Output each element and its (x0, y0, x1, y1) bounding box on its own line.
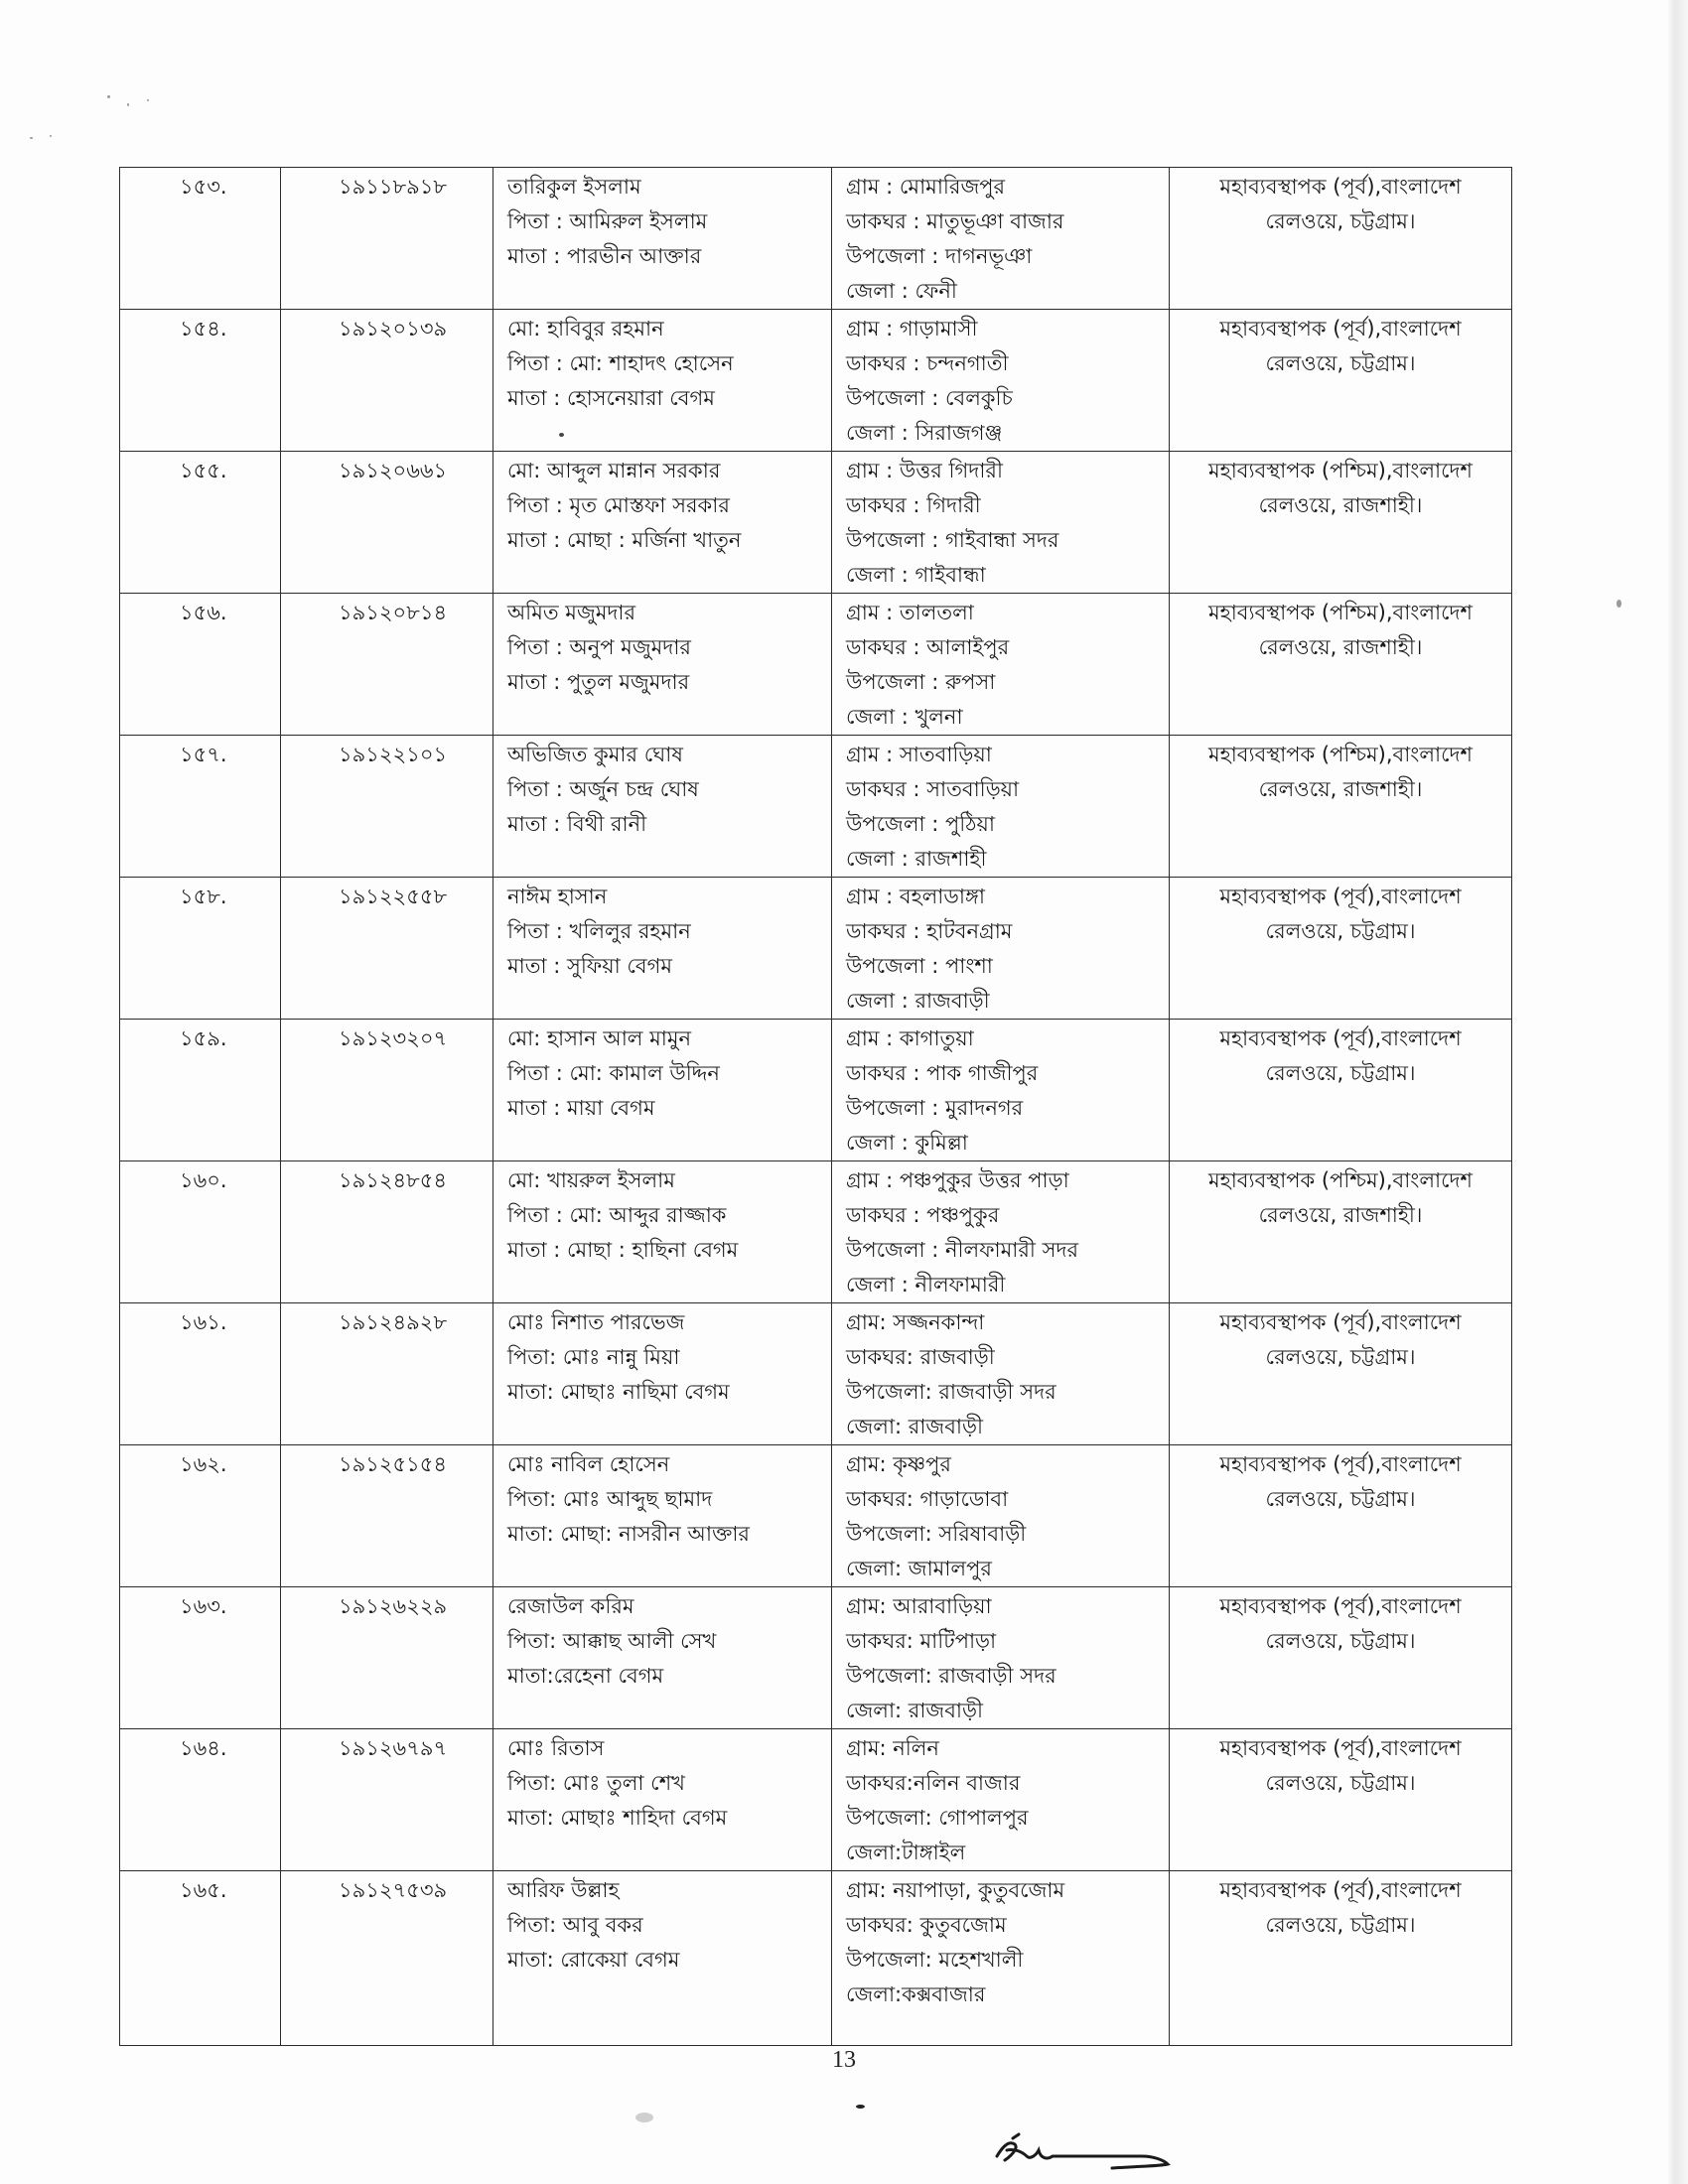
address-cell (832, 1729, 1170, 1871)
post-office-text: ডাকঘর: গাড়াডোবা (846, 1487, 1009, 1511)
scan-speck (30, 137, 33, 139)
address-cell (832, 310, 1170, 452)
roll-text: ১৯১২২৫৫৮ (339, 885, 448, 908)
posting-line2-text: রেলওয়ে, চট্টগ্রাম। (1265, 919, 1416, 943)
serial-cell (120, 1303, 281, 1445)
table-row (120, 1161, 1512, 1303)
person-cell (493, 1871, 832, 2046)
post-office-text: ডাকঘর : গিদারী (846, 493, 981, 517)
name-text: মোঃ নিশাত পারভেজ (507, 1310, 685, 1334)
address-cell (832, 594, 1170, 736)
name-text: অভিজিত কুমার ঘোষ (507, 743, 683, 766)
name-text: নাঈম হাসান (507, 885, 608, 908)
posting-line1-text: মহাব্যবস্থাপক (পূর্ব),বাংলাদেশ (1219, 175, 1462, 199)
serial-cell (120, 1729, 281, 1871)
village-text: গ্রাম : গাড়ামাসী (846, 317, 978, 341)
serial-cell (120, 1871, 281, 2046)
scan-speck (50, 135, 52, 137)
posting-cell (1170, 310, 1512, 452)
upazila-text: উপজেলা : মুরাদনগর (846, 1096, 1024, 1120)
posting-line2-text: রেলওয়ে, রাজশাহী। (1258, 493, 1423, 517)
serial-cell (120, 168, 281, 310)
posting-line1-text: মহাব্যবস্থাপক (পূর্ব),বাংলাদেশ (1219, 1310, 1462, 1334)
posting-line2-text: রেলওয়ে, চট্টগ্রাম। (1265, 351, 1416, 375)
post-office-text: ডাকঘর:নলিন বাজার (846, 1771, 1021, 1795)
upazila-text: উপজেলা: মহেশখালী (846, 1948, 1024, 1972)
mother-text: মাতা: মোছাঃ শাহিদা বেগম (507, 1806, 728, 1830)
address-cell (832, 736, 1170, 878)
father-text: পিতা: মোঃ নান্নু মিয়া (507, 1345, 680, 1369)
table-row (120, 736, 1512, 878)
posting-line2-text: রেলওয়ে, চট্টগ্রাম। (1265, 1487, 1416, 1511)
posting-cell (1170, 1161, 1512, 1303)
district-text: জেলা: জামালপুর (846, 1557, 992, 1580)
mother-text: মাতা: রোকেয়া বেগম (507, 1948, 680, 1972)
person-cell (493, 1587, 832, 1729)
posting-line1-text: মহাব্যবস্থাপক (পশ্চিম),বাংলাদেশ (1208, 601, 1473, 624)
upazila-text: উপজেলা : পুঠিয়া (846, 812, 995, 836)
posting-cell (1170, 1445, 1512, 1587)
roll-cell (281, 1445, 493, 1587)
mother-text: মাতা:রেহেনা বেগম (507, 1664, 664, 1688)
district-text: জেলা: রাজবাড়ী (846, 1415, 984, 1438)
roll-text: ১৯১২৬২২৯ (339, 1594, 448, 1618)
scan-speck (107, 95, 110, 98)
mother-text: মাতা : মোছা : হাছিনা বেগম (507, 1238, 739, 1262)
address-cell (832, 168, 1170, 310)
father-text: পিতা : আমিরুল ইসলাম (507, 209, 708, 233)
father-text: পিতা: মোঃ তুলা শেখ (507, 1771, 685, 1795)
upazila-text: উপজেলা : রুপসা (846, 670, 996, 694)
post-office-text: ডাকঘর : চন্দনগাতী (846, 351, 1009, 375)
upazila-text: উপজেলা : নীলফামারী সদর (846, 1238, 1079, 1262)
district-text: জেলা : রাজশাহী (846, 847, 987, 871)
roll-text: ১৯১২২১০১ (339, 743, 448, 766)
posting-cell (1170, 1020, 1512, 1161)
posting-line1-text: মহাব্যবস্থাপক (পূর্ব),বাংলাদেশ (1219, 1878, 1462, 1902)
posting-line2-text: রেলওয়ে, চট্টগ্রাম। (1265, 209, 1416, 233)
post-office-text: ডাকঘর : মাতুভূঞা বাজার (846, 209, 1064, 233)
upazila-text: উপজেলা: রাজবাড়ী সদর (846, 1380, 1056, 1404)
mother-text: মাতা: মোছাঃ নাছিমা বেগম (507, 1380, 730, 1404)
table-row (120, 1587, 1512, 1729)
post-office-text: ডাকঘর: রাজবাড়ী (846, 1345, 995, 1369)
name-text: মোঃ রিতাস (507, 1736, 605, 1760)
village-text: গ্রাম: কৃষ্ণপুর (846, 1452, 951, 1476)
posting-line1-text: মহাব্যবস্থাপক (পূর্ব),বাংলাদেশ (1219, 1452, 1462, 1476)
upazila-text: উপজেলা: সরিষাবাড়ী (846, 1522, 1027, 1546)
roll-cell (281, 1020, 493, 1161)
posting-cell (1170, 1303, 1512, 1445)
person-cell (493, 594, 832, 736)
serial-cell (120, 310, 281, 452)
serial-text: ১৬২. (180, 1452, 227, 1476)
district-text: জেলা: রাজবাড়ী (846, 1699, 984, 1722)
posting-line2-text: রেলওয়ে, রাজশাহী। (1258, 1203, 1423, 1227)
posting-cell (1170, 1871, 1512, 2046)
district-text: জেলা:টাঙ্গাইল (846, 1841, 966, 1864)
post-office-text: ডাকঘর : পাক গাজীপুর (846, 1061, 1039, 1085)
village-text: গ্রাম: নয়াপাড়া, কুতুবজোম (846, 1878, 1065, 1902)
page-number: 13 (832, 2047, 856, 2073)
posting-line2-text: রেলওয়ে, চট্টগ্রাম। (1265, 1629, 1416, 1653)
posting-line1-text: মহাব্যবস্থাপক (পূর্ব),বাংলাদেশ (1219, 1026, 1462, 1050)
mother-text: মাতা : হোসনেয়ারা বেগম (507, 386, 715, 410)
district-text: জেলা:কক্সবাজার (846, 1982, 986, 2006)
upazila-text: উপজেলা : পাংশা (846, 954, 993, 978)
address-cell (832, 878, 1170, 1020)
table-row (120, 878, 1512, 1020)
district-text: জেলা : গাইবান্ধা (846, 563, 986, 587)
post-office-text: ডাকঘর : হাটবনগ্রাম (846, 919, 1013, 943)
upazila-text: উপজেলা : দাগনভূঞা (846, 244, 1033, 268)
roll-text: ১৯১২০১৩৯ (339, 317, 448, 341)
mother-text: মাতা : বিথী রানী (507, 812, 647, 836)
upazila-text: উপজেলা: রাজবাড়ী সদর (846, 1664, 1056, 1688)
table-row (120, 452, 1512, 594)
address-cell (832, 1020, 1170, 1161)
serial-text: ১৫৮. (180, 885, 227, 908)
roll-text: ১৯১২০৮১৪ (339, 601, 448, 624)
scan-speck (635, 2113, 653, 2122)
roll-cell (281, 1871, 493, 2046)
table-row (120, 1445, 1512, 1587)
name-text: আরিফ উল্লাহ (507, 1878, 620, 1902)
posting-line1-text: মহাব্যবস্থাপক (পূর্ব),বাংলাদেশ (1219, 317, 1462, 341)
mother-text: মাতা : মোছা : মর্জিনা খাতুন (507, 528, 742, 552)
village-text: গ্রাম : উত্তর গিদারী (846, 459, 1003, 482)
roll-cell (281, 1587, 493, 1729)
upazila-text: উপজেলা : বেলকুচি (846, 386, 1013, 410)
serial-cell (120, 1161, 281, 1303)
posting-cell (1170, 878, 1512, 1020)
mother-text: মাতা : মায়া বেগম (507, 1096, 655, 1120)
serial-text: ১৫৪. (180, 317, 227, 341)
father-text: পিতা : অনুপ মজুমদার (507, 635, 691, 659)
name-text: মো: হাবিবুর রহমান (507, 317, 664, 341)
father-text: পিতা: আক্কাছ আলী সেখ (507, 1629, 717, 1653)
district-text: জেলা : নীলফামারী (846, 1273, 1006, 1297)
serial-text: ১৫৩. (180, 175, 227, 199)
person-cell (493, 452, 832, 594)
posting-line1-text: মহাব্যবস্থাপক (পূর্ব),বাংলাদেশ (1219, 885, 1462, 908)
posting-line2-text: রেলওয়ে, চট্টগ্রাম। (1265, 1061, 1416, 1085)
table-row (120, 1020, 1512, 1161)
name-text: মো: খায়রুল ইসলাম (507, 1168, 675, 1192)
roll-text: ১৯১২৬৭৯৭ (339, 1736, 448, 1760)
posting-line2-text: রেলওয়ে, চট্টগ্রাম। (1265, 1913, 1416, 1937)
serial-text: ১৬৩. (180, 1594, 227, 1618)
roll-text: ১৯১২০৬৬১ (339, 459, 448, 482)
father-text: পিতা: মোঃ আব্দুছ ছামাদ (507, 1487, 713, 1511)
post-office-text: ডাকঘর : আলাইপুর (846, 635, 1010, 659)
table-row (120, 1303, 1512, 1445)
serial-cell (120, 452, 281, 594)
serial-text: ১৫৫. (180, 459, 227, 482)
roll-cell (281, 310, 493, 452)
serial-text: ১৫৬. (180, 601, 227, 624)
scan-speck (147, 99, 149, 101)
name-text: মোঃ নাবিল হোসেন (507, 1452, 670, 1476)
person-cell (493, 168, 832, 310)
serial-cell (120, 878, 281, 1020)
village-text: গ্রাম: সজ্জনকান্দা (846, 1310, 985, 1334)
serial-cell (120, 1587, 281, 1729)
father-text: পিতা : মৃত মোস্তফা সরকার (507, 493, 730, 517)
post-office-text: ডাকঘর: কুতুবজোম (846, 1913, 1007, 1937)
serial-cell (120, 1020, 281, 1161)
roll-text: ১৯১২৩২০৭ (339, 1026, 448, 1050)
mother-text: মাতা : পারভীন আক্তার (507, 244, 702, 268)
name-text: অমিত মজুমদার (507, 601, 636, 624)
name-text: মো: হাসান আল মামুন (507, 1026, 692, 1050)
roll-text: ১৯১২৪৯২৮ (339, 1310, 448, 1334)
father-text: পিতা : খলিলুর রহমান (507, 919, 691, 943)
upazila-text: উপজেলা : গাইবান্ধা সদর (846, 528, 1059, 552)
address-cell (832, 452, 1170, 594)
village-text: গ্রাম: নলিন (846, 1736, 939, 1760)
person-cell (493, 878, 832, 1020)
post-office-text: ডাকঘর: মাটিপাড়া (846, 1629, 997, 1653)
roll-text: ১৯১২৫১৫৪ (339, 1452, 448, 1476)
father-text: পিতা: আবু বকর (507, 1913, 643, 1937)
serial-cell (120, 736, 281, 878)
scan-edge (1666, 0, 1688, 2184)
posting-line1-text: মহাব্যবস্থাপক (পশ্চিম),বাংলাদেশ (1208, 743, 1473, 766)
scan-speck (1617, 600, 1621, 608)
posting-line2-text: রেলওয়ে, চট্টগ্রাম। (1265, 1771, 1416, 1795)
person-cell (493, 1303, 832, 1445)
address-cell (832, 1303, 1170, 1445)
roll-cell (281, 1303, 493, 1445)
posting-cell (1170, 594, 1512, 736)
posting-cell (1170, 736, 1512, 878)
district-text: জেলা : ফেনী (846, 279, 957, 303)
district-text: জেলা : খুলনা (846, 705, 963, 729)
district-text: জেলা : সিরাজগঞ্জ (846, 421, 1003, 445)
posting-line1-text: মহাব্যবস্থাপক (পশ্চিম),বাংলাদেশ (1208, 1168, 1473, 1192)
serial-text: ১৬৪. (180, 1736, 227, 1760)
scan-speck (127, 103, 129, 106)
mother-text: মাতা : পুতুল মজুমদার (507, 670, 690, 694)
signature (993, 2126, 1192, 2176)
address-cell (832, 1871, 1170, 2046)
serial-text: ১৫৭. (180, 743, 227, 766)
name-text: মো: আব্দুল মান্নান সরকার (507, 459, 721, 482)
village-text: গ্রাম : সাতবাড়িয়া (846, 743, 992, 766)
post-office-text: ডাকঘর : পঞ্চপুকুর (846, 1203, 1000, 1227)
table-row (120, 310, 1512, 452)
village-text: গ্রাম : বহলাডাঙ্গা (846, 885, 985, 908)
district-text: জেলা : রাজবাড়ী (846, 989, 990, 1013)
village-text: গ্রাম : তালতলা (846, 601, 974, 624)
posting-line2-text: রেলওয়ে, রাজশাহী। (1258, 635, 1423, 659)
roll-cell (281, 1161, 493, 1303)
roll-cell (281, 1729, 493, 1871)
person-cell (493, 1729, 832, 1871)
person-cell (493, 1161, 832, 1303)
address-cell (832, 1587, 1170, 1729)
name-text: রেজাউল করিম (507, 1594, 634, 1618)
father-text: পিতা : মো: কামাল উদ্দিন (507, 1061, 720, 1085)
table-row (120, 1871, 1512, 2046)
table-row (120, 168, 1512, 310)
posting-line2-text: রেলওয়ে, চট্টগ্রাম। (1265, 1345, 1416, 1369)
district-text: জেলা : কুমিল্লা (846, 1131, 968, 1155)
roll-text: ১৯১২৪৮৫৪ (339, 1168, 448, 1192)
serial-cell (120, 1445, 281, 1587)
address-cell (832, 1161, 1170, 1303)
roll-cell (281, 168, 493, 310)
village-text: গ্রাম : কাগাতুয়া (846, 1026, 974, 1050)
serial-text: ১৬১. (180, 1310, 227, 1334)
person-cell (493, 736, 832, 878)
upazila-text: উপজেলা: গোপালপুর (846, 1806, 1029, 1830)
father-text: পিতা : অর্জুন চন্দ্র ঘোষ (507, 777, 699, 801)
posting-cell (1170, 1729, 1512, 1871)
post-office-text: ডাকঘর : সাতবাড়িয়া (846, 777, 1020, 801)
roll-cell (281, 594, 493, 736)
serial-text: ১৬৫. (180, 1878, 227, 1902)
village-text: গ্রাম : মোমারিজপুর (846, 175, 1006, 199)
person-cell (493, 1020, 832, 1161)
father-text: পিতা : মো: শাহাদৎ হোসেন (507, 351, 734, 375)
table-row (120, 594, 1512, 736)
posting-line1-text: মহাব্যবস্থাপক (পূর্ব),বাংলাদেশ (1219, 1594, 1462, 1618)
posting-cell (1170, 452, 1512, 594)
table-body (120, 168, 1512, 2046)
roll-cell (281, 878, 493, 1020)
posting-line1-text: মহাব্যবস্থাপক (পশ্চিম),বাংলাদেশ (1208, 459, 1473, 482)
serial-text: ১৬০. (180, 1168, 227, 1192)
mother-text: মাতা: মোছা: নাসরীন আক্তার (507, 1522, 750, 1546)
scan-speck (856, 2105, 865, 2109)
person-cell (493, 310, 832, 452)
name-text: তারিকুল ইসলাম (507, 175, 641, 199)
serial-cell (120, 594, 281, 736)
roll-cell (281, 452, 493, 594)
address-cell (832, 1445, 1170, 1587)
person-cell (493, 1445, 832, 1587)
posting-line1-text: মহাব্যবস্থাপক (পূর্ব),বাংলাদেশ (1219, 1736, 1462, 1760)
posting-line2-text: রেলওয়ে, রাজশাহী। (1258, 777, 1423, 801)
roll-text: ১৯১২৭৫৩৯ (339, 1878, 448, 1902)
serial-text: ১৫৯. (180, 1026, 227, 1050)
roll-cell (281, 736, 493, 878)
posting-cell (1170, 1587, 1512, 1729)
mother-text: মাতা : সুফিয়া বেগম (507, 954, 673, 978)
village-text: গ্রাম : পঞ্চপুকুর উত্তর পাড়া (846, 1168, 1069, 1192)
table-row (120, 1729, 1512, 1871)
roll-text: ১৯১১৮৯১৮ (339, 175, 448, 199)
village-text: গ্রাম: আরাবাড়িয়া (846, 1594, 992, 1618)
posting-cell (1170, 168, 1512, 310)
candidate-table (119, 167, 1512, 2046)
father-text: পিতা : মো: আব্দুর রাজ্জাক (507, 1203, 727, 1227)
